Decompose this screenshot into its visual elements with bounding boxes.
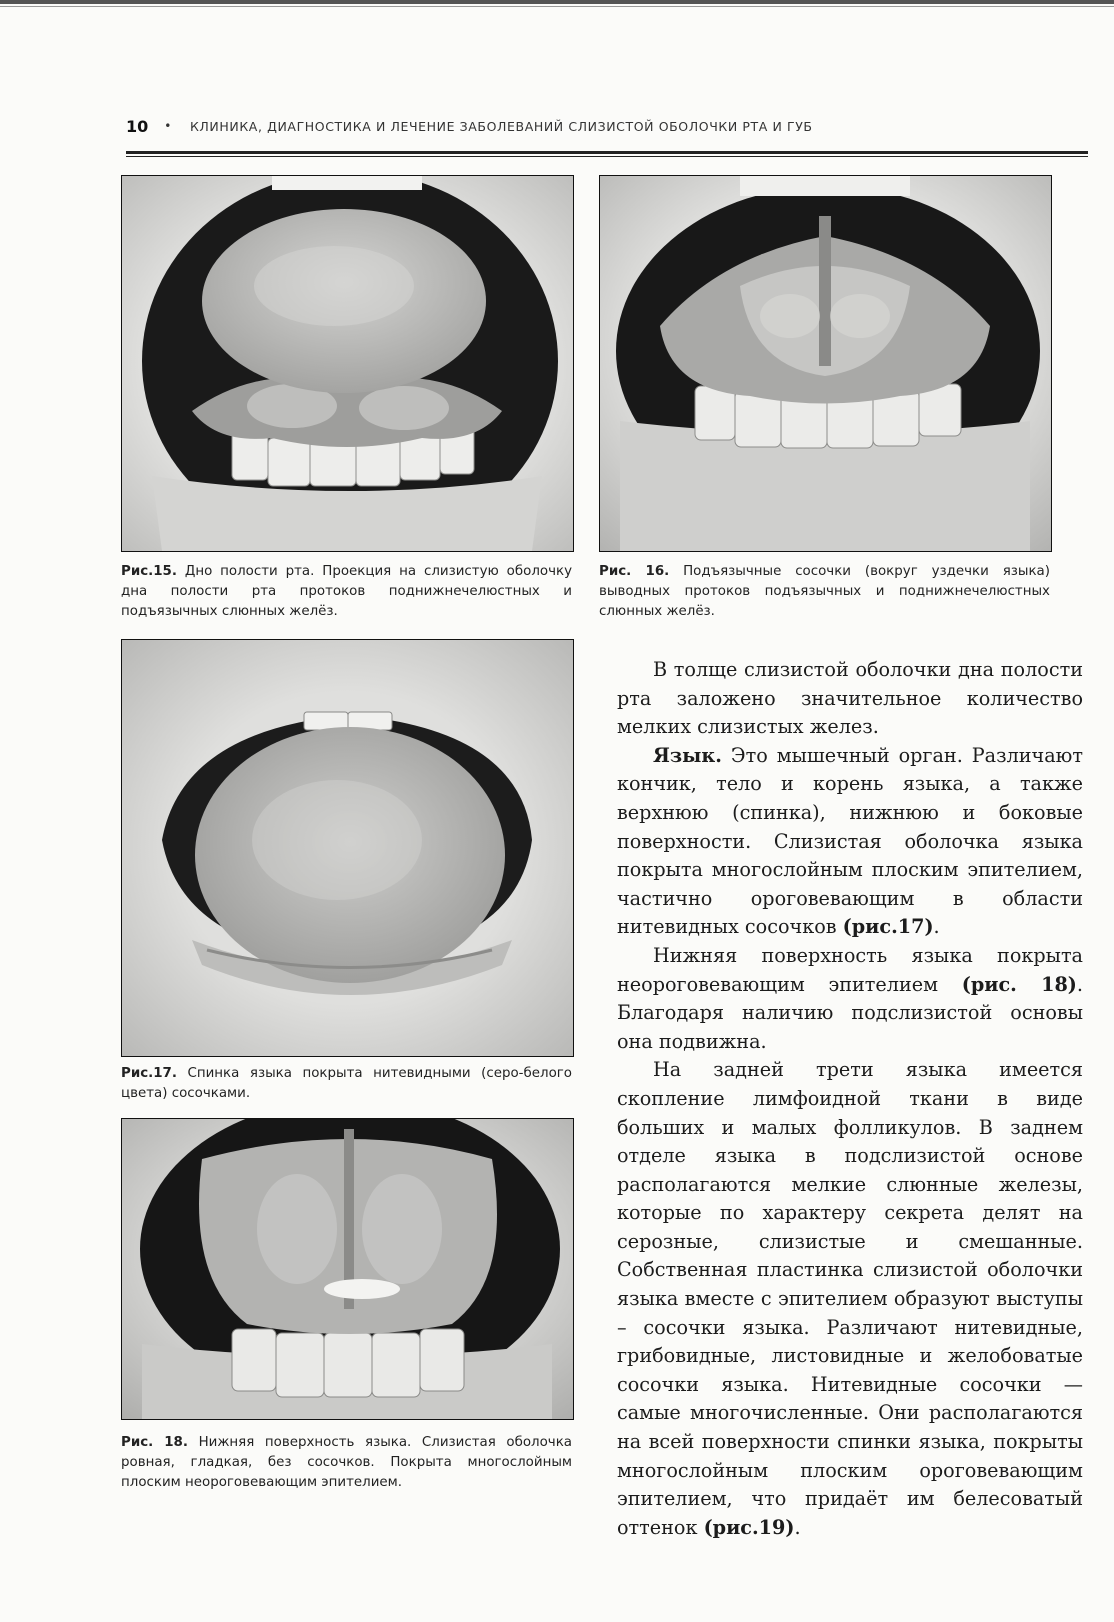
figure-15-photo (121, 175, 574, 552)
header-rule-thin (126, 156, 1088, 157)
figure-18-reference: (рис. 18) (961, 972, 1077, 996)
figure-17-photo (121, 639, 574, 1057)
header-separator: • (164, 119, 172, 133)
figure-16-photo (599, 175, 1052, 552)
figure-16-caption (599, 562, 1050, 622)
paragraph-2-text: Это мышечный орган. Различают кончик, тело и корень языка, а также верхнюю (спинка), нижнюю и боковые поверхности. Слизистая оболочка языка покрыта многослойным плоским эпителием, частично ороговевающим в области нитевидных сосочков (617, 743, 1083, 939)
paragraph-3-end: . Благодаря наличию подслизистой основы она подвижна. (617, 972, 1083, 1053)
paragraph-1-text: В толще слизистой оболочки дна полости рта заложено значительное количество мелких слизистых желез. (617, 658, 1083, 739)
paragraph-4 (617, 1056, 1083, 1542)
paragraph-2 (617, 742, 1083, 942)
tongue-term: Язык. (653, 743, 722, 767)
page-top-edge (0, 0, 1114, 4)
figure-19-reference: (рис.19) (703, 1515, 795, 1539)
paragraph-2-end: . (933, 915, 940, 939)
page-top-edge-thin (0, 6, 1114, 7)
running-header (126, 114, 1086, 138)
figure-17-caption-text: Спинка языка покрыта нитевидными (серо-белого цвета) сосочками. (121, 1066, 572, 1101)
figure-17-label: Рис.17. (121, 1066, 177, 1081)
paragraph-3-text: Нижняя поверхность языка покрыта неороговевающим эпителием (617, 943, 1083, 996)
body-text-column (617, 656, 1083, 1542)
figure-17-reference: (рис.17) (842, 915, 934, 939)
paragraph-4-text: На задней трети языка имеется скопление лимфоидной ткани в виде больших и малых фолликулов. В заднем отделе языка в подслизистой основе располагаются мелкие слюнные железы, которые по характеру секрета делят на серозные, слизистые и смешанные. Собственная пластинка слизистой оболочки языка вместе с эпителием образуют выступы – сосочки языка. Различают нитевидные, грибовидные, листовидные и желобоватые сосочки языка. Нитевидные сосочки — самые многочисленные. Они располагаются на всей поверхности спинки языка, покрыты многослойным плоским ороговевающим эпителием, что придаёт им белесоватый оттенок (617, 1058, 1083, 1539)
figure-18-caption-text: Нижняя поверхность языка. Слизистая оболочка ровная, гладкая, без сосочков. Покрыта многослойным плоским неороговевающим эпителием. (121, 1435, 572, 1490)
running-title: КЛИНИКА, ДИАГНОСТИКА И ЛЕЧЕНИЕ ЗАБОЛЕВАНИЙ СЛИЗИСТОЙ ОБОЛОЧКИ РТА И ГУБ (189, 118, 813, 134)
header-rule-thick (126, 151, 1088, 154)
paragraph-1 (617, 656, 1083, 742)
paragraph-3 (617, 942, 1083, 1056)
paragraph-4-end: . (794, 1515, 801, 1539)
figure-15-caption (121, 562, 572, 622)
figure-18-photo (121, 1118, 574, 1420)
page-number: 10 (126, 116, 149, 136)
figure-17-caption (121, 1064, 572, 1104)
figure-18-label: Рис. 18. (121, 1435, 188, 1450)
figure-15-label: Рис.15. (121, 564, 177, 579)
figure-18-caption (121, 1433, 572, 1493)
figure-16-label: Рис. 16. (599, 564, 670, 579)
figure-15-caption-text: Дно полости рта. Проекция на слизистую оболочку дна полости рта протоков поднижнечелюстных и подъязычных слюнных желёз. (121, 564, 572, 619)
figure-16-caption-text: Подъязычные сосочки (вокруг уздечки языка) выводных протоков подъязычных и поднижнечелюстных слюнных желёз. (599, 564, 1050, 619)
